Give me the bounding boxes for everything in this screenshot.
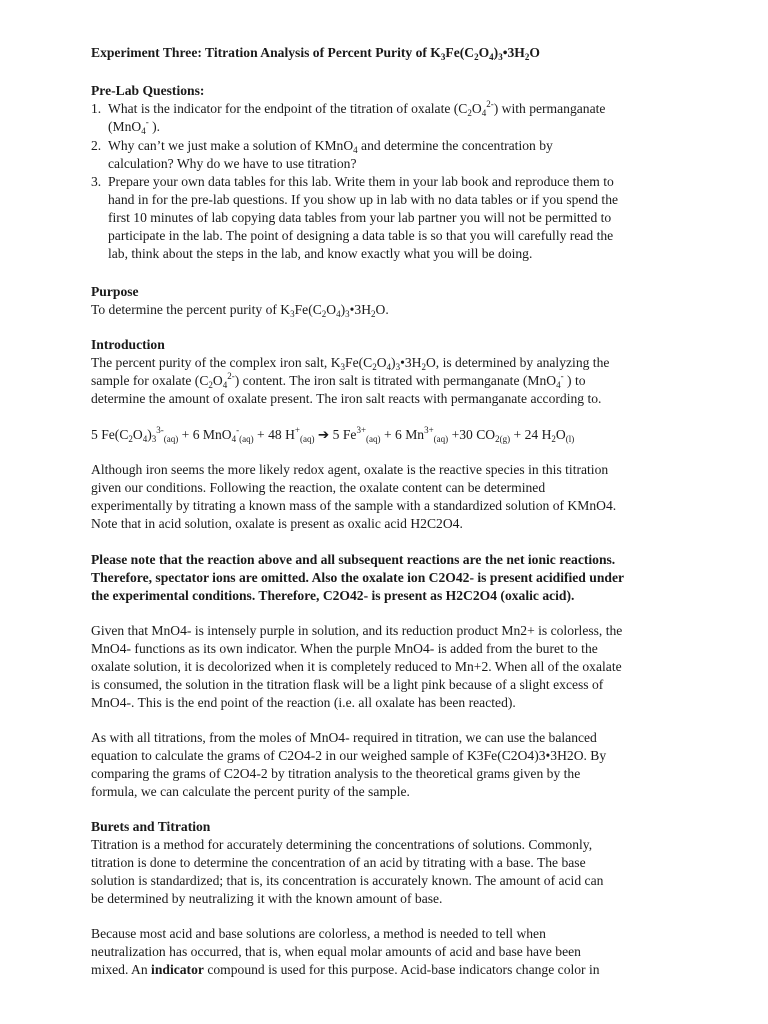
paragraph-line: Although iron seems the more likely redox agent, oxalate is the reactive species in this titration	[91, 462, 609, 477]
paragraph-line: titration is done to determine the concentration of an acid by titrating with a base. The base	[91, 855, 586, 870]
prelab-item-3-line: hand in for the pre-lab questions. If you show up in lab with no data tables or if you spend the	[108, 192, 619, 207]
paragraph-line: MnO4- functions as its own indicator. When the purple MnO4- is added from the buret to the	[91, 641, 598, 656]
paragraph-line: oxalate solution, it is decolorized when it is completely reduced to Mn+2. When all of the oxalate	[91, 659, 622, 674]
paragraph-line: Titration is a method for accurately determining the concentrations of solutions. Commonly,	[91, 837, 593, 852]
purpose-heading: Purpose	[91, 284, 139, 299]
paragraph-line: Given that MnO4- is intensely purple in solution, and its reduction product Mn2+ is colorless, the	[91, 623, 623, 638]
prelab-item-2-line-1: Why can’t we just make a solution of KMnO$_4$ and determine the concentration by	[108, 138, 553, 155]
paragraph-line: MnO4-. This is the end point of the reaction (i.e. all oxalate has been reacted).	[91, 695, 516, 710]
prelab-item-3-line: first 10 minutes of lab copying data tables from your lab partner you will not be permitted to	[108, 210, 612, 225]
introduction-heading: Introduction	[91, 337, 165, 352]
prelab-item-2-number: 2.	[91, 138, 102, 153]
paragraph-line: be determined by neutralizing it with the known amount of base.	[91, 891, 443, 906]
prelab-item-1-number: 1.	[91, 101, 102, 116]
note-line: Please note that the reaction above and all subsequent reactions are the net ionic reactions.	[91, 552, 616, 567]
indicator-term: indicator	[151, 962, 204, 977]
paragraph-line: Because most acid and base solutions are colorless, a method is needed to tell when	[91, 926, 546, 941]
note-line: Therefore, spectator ions are omitted. Also the oxalate ion C2O42- is present acidified under	[91, 570, 625, 585]
prelab-heading: Pre-Lab Questions:	[91, 83, 205, 98]
prelab-item-3-number: 3.	[91, 174, 102, 189]
paragraph-line: solution is standardized; that is, its concentration is accurately known. The amount of acid can	[91, 873, 604, 888]
paragraph-line: equation to calculate the grams of C2O4-2 in our weighed sample of K3Fe(C2O4)3•3H2O. By	[91, 748, 607, 763]
prelab-item-3-line: lab, think about the steps in the lab, and know exactly what you will be doing.	[108, 246, 533, 261]
purpose-text: To determine the percent purity of $K_3Fe(C_2O_4)_3•3H_2O$.	[91, 302, 389, 319]
paragraph-line: formula, we can calculate the percent purity of the sample.	[91, 784, 410, 799]
prelab-item-3-line: participate in the lab. The point of designing a data table is so that you will carefully read the	[108, 228, 614, 243]
reaction-equation: 5 $Fe(C_2O_4)_3^{3-}_{(aq)} + 6$ MnO$_4$-$_{(aq)}$ + 48 $H^+_{(aq)}$ ➔ 5 $Fe^{3+}_{(aq)} + 6$ $Mn^{3+}_{(aq)} +30$ $CO_{2(g)} + 24$ $H_2O_{(l)}$	[91, 425, 575, 444]
note-line: the experimental conditions. Therefore, C2O42- is present as H2C2O4 (oxalic acid).	[91, 588, 575, 603]
document-title: Experiment Three: Titration Analysis of Percent Purity of $K_3Fe(C_2O_4)_3•3H_2O$	[91, 45, 540, 62]
prelab-item-1-line-1: What is the indicator for the endpoint of the titration of oxalate $(C_2O_4^{2-})$ with permanganate	[108, 99, 606, 118]
burets-heading: Burets and Titration	[91, 819, 211, 834]
paragraph-line: mixed. An indicator compound is used for this purpose. Acid-base indicators change color in	[91, 962, 600, 977]
introduction-line: determine the amount of oxalate present. The iron salt reacts with permanganate according to.	[91, 391, 602, 406]
paragraph-line: given our conditions. Following the reaction, the oxalate content can be determined	[91, 480, 546, 495]
paragraph-line: Note that in acid solution, oxalate is present as oxalic acid H2C2O4.	[91, 516, 463, 531]
paragraph-line: experimentally by titrating a known mass of the sample with a standardized solution of KMnO4.	[91, 498, 617, 513]
prelab-item-3-line: Prepare your own data tables for this lab. Write them in your lab book and reproduce them to	[108, 174, 614, 189]
paragraph-line: neutralization has occurred, that is, when equal molar amounts of acid and base have been	[91, 944, 581, 959]
prelab-item-1-line-2: (MnO$_4$- ).	[108, 117, 161, 136]
paragraph-line: comparing the grams of C2O4-2 by titration analysis to the theoretical grams given by the	[91, 766, 581, 781]
introduction-line: sample for oxalate $(C_2O_4^{2-})$ content. The iron salt is titrated with permanganate (MnO$_4$- ) to	[91, 371, 586, 390]
introduction-line: The percent purity of the complex iron salt, $K_3Fe(C_2O_4)_3•3H_2O$, is determined by analyzing the	[91, 355, 610, 372]
paragraph-line: As with all titrations, from the moles of MnO4- required in titration, we can use the balanced	[91, 730, 597, 745]
paragraph-line: is consumed, the solution in the titration flask will be a light pink because of a slight excess of	[91, 677, 604, 692]
prelab-item-2-line-2: calculation? Why do we have to use titration?	[108, 156, 357, 171]
